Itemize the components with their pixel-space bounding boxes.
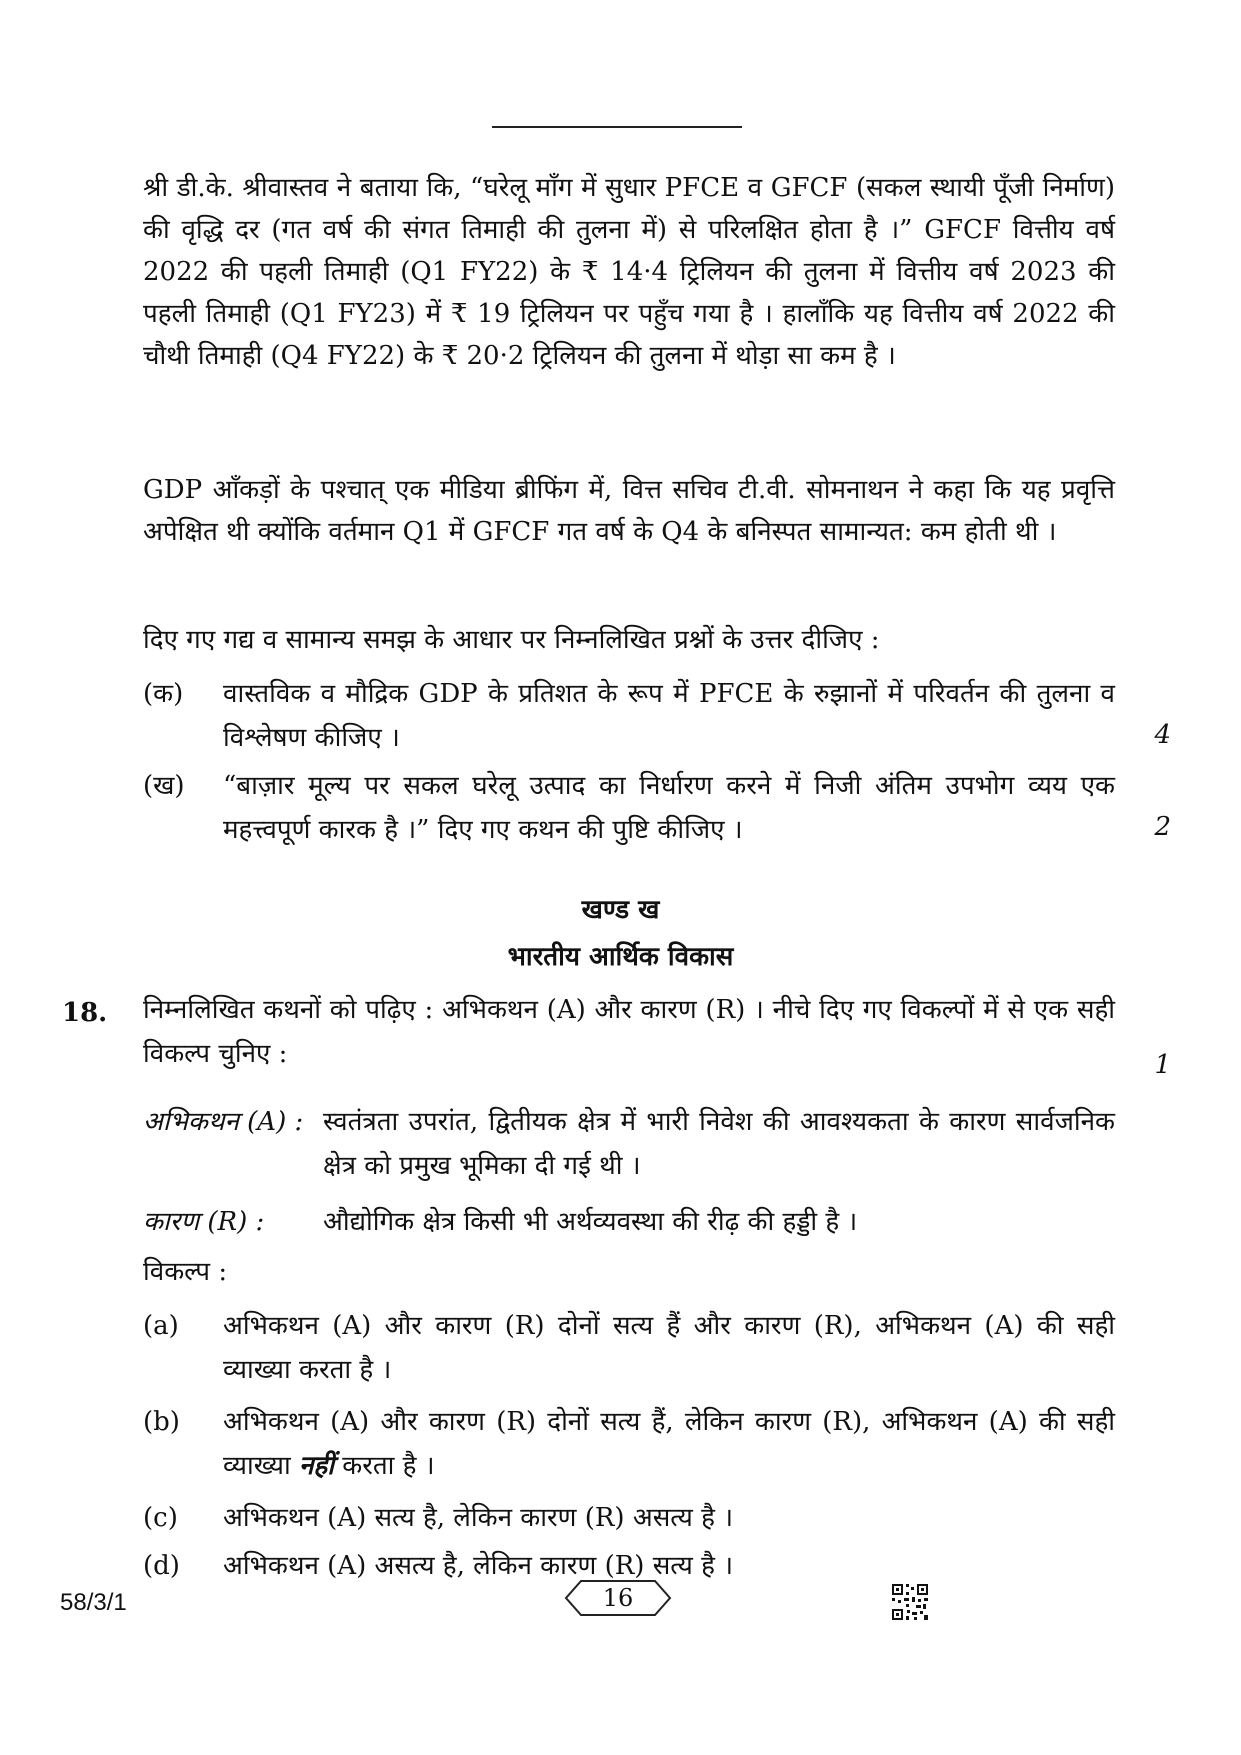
- option-label-d: (d): [143, 1551, 180, 1581]
- section-title: खण्ड ख: [581, 895, 660, 925]
- option-text-a: अभिकथन (A) और कारण (R) दोनों सत्य हैं और कारण (R), अभिकथन (A) की सही व्याख्या करता है ।: [223, 1311, 1115, 1385]
- top-divider: [492, 126, 742, 128]
- page-number-badge: [563, 1578, 673, 1618]
- assertion-text: स्वतंत्रता उपरांत, द्वितीयक क्षेत्र में भारी निवेश की आवश्यकता के कारण सार्वजनिक क्षेत्र को प्रमुख भूमिका दी गई थी ।: [323, 1107, 1115, 1181]
- option-text-d: अभिकथन (A) असत्य है, लेकिन कारण (R) सत्य है ।: [223, 1551, 734, 1581]
- question-stem: निम्नलिखित कथनों को पढ़िए : अभिकथन (A) और कारण (R) । नीचे दिए गए विकल्पों में से एक सही विकल्प चुनिए :: [143, 995, 1115, 1069]
- option-label-b: (b): [143, 1407, 180, 1437]
- subquestion-kha: [143, 764, 1115, 852]
- assertion-label: अभिकथन (A) :: [143, 1107, 304, 1137]
- options-label: विकल्प :: [143, 1257, 228, 1287]
- subquestion-text: “बाज़ार मूल्य पर सकल घरेलू उत्पाद का निर्धारण करने में निजी अंतिम उपभोग व्यय एक महत्त्वपूर्ण कारक है ।” दिए गए कथन की पुष्टि कीजिए ।: [223, 771, 1115, 845]
- subquestion-label: (ख): [143, 771, 185, 801]
- option-label-c: (c): [143, 1503, 178, 1533]
- section-subtitle: भारतीय आर्थिक विकास: [507, 942, 734, 972]
- passage-paragraph-2: GDP आँकड़ों के पश्चात् एक मीडिया ब्रीफिंग में, वित्त सचिव टी.वी. सोमनाथन ने कहा कि यह प्रवृत्ति अपेक्षित थी क्योंकि वर्तमान Q1 में GFCF गत वर्ष के Q4 के बनिस्पत सामान्यत: कम होती थी ।: [143, 475, 1115, 547]
- paper-code: 58/3/1: [60, 1589, 127, 1616]
- option-b-emphasis: नहीं: [299, 1451, 334, 1481]
- option-b-text-before: अभिकथन (A) और कारण (R) दोनों सत्य हैं, लेकिन कारण (R), अभिकथन (A) की सही व्याख्या: [223, 1407, 1115, 1481]
- option-b-text-after: करता है ।: [342, 1451, 435, 1481]
- option-text-c: अभिकथन (A) सत्य है, लेकिन कारण (R) असत्य है ।: [223, 1503, 734, 1533]
- marks-q18: 1: [1154, 1050, 1171, 1080]
- option-label-a: (a): [143, 1311, 179, 1341]
- instruction-text: दिए गए गद्य व सामान्य समझ के आधार पर निम्नलिखित प्रश्नों के उत्तर दीजिए :: [143, 625, 880, 655]
- subquestion-text: वास्तविक व मौद्रिक GDP के प्रतिशत के रूप में PFCE के रुझानों में परिवर्तन की तुलना व विश्लेषण कीजिए ।: [223, 679, 1115, 753]
- passage-paragraph-1: श्री डी.के. श्रीवास्तव ने बताया कि, “घरेलू माँग में सुधार PFCE व GFCF (सकल स्थायी पूँजी निर्माण) की वृद्धि दर (गत वर्ष की संगत तिमाही की तुलना में) से परिलक्षित होता है ।” GFCF वित्तीय वर्ष 2022 की पहली तिमाही (Q1 FY22) के ₹ 14·4 ट्रिलियन की तुलना में वित्तीय वर्ष 2023 की पहली तिमाही (Q1 FY23) में ₹ 19 ट्रिलियन पर पहुँच गया है । हालाँकि यह वित्तीय वर्ष 2022 की चौथी तिमाही (Q4 FY22) के ₹ 20·2 ट्रिलियन की तुलना में थोड़ा सा कम है ।: [143, 173, 1115, 371]
- question-number: 18.: [62, 998, 108, 1028]
- option-text-b: [223, 1400, 1115, 1488]
- reason-text: औद्योगिक क्षेत्र किसी भी अर्थव्यवस्था की रीढ़ की हड्डी है ।: [323, 1207, 858, 1237]
- subquestion-ka: [143, 672, 1115, 760]
- marks-kha: 2: [1154, 812, 1171, 842]
- subquestion-label: (क): [143, 679, 184, 709]
- qr-code-icon: [890, 1582, 930, 1622]
- page-number: 16: [602, 1584, 634, 1612]
- marks-ka: 4: [1154, 720, 1171, 750]
- reason-label: कारण (R) :: [143, 1207, 265, 1237]
